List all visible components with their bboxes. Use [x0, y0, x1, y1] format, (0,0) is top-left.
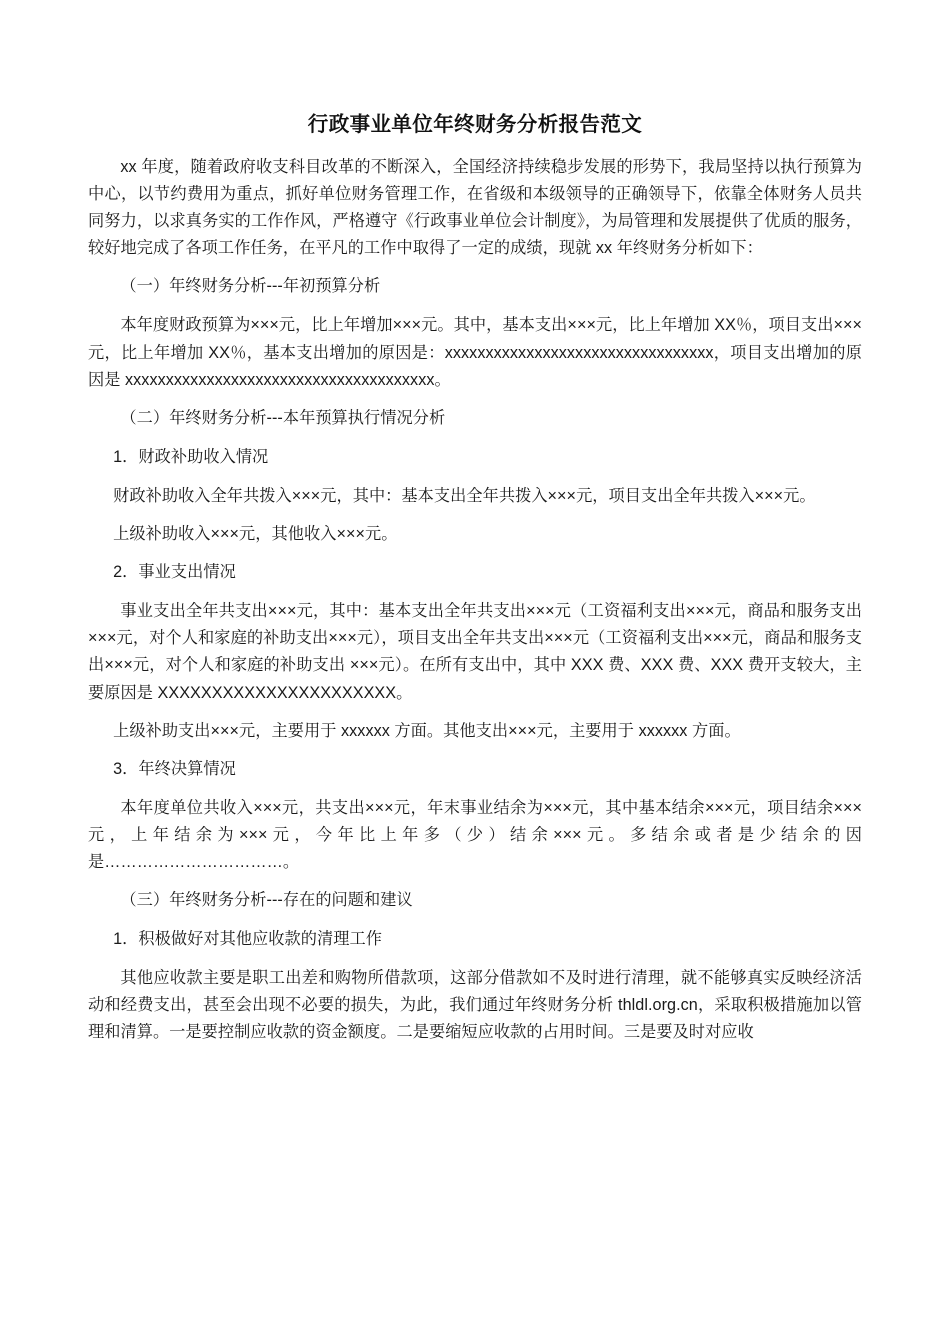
page-title: 行政事业单位年终财务分析报告范文	[307, 113, 643, 136]
item-heading-2-3: 3．年终决算情况	[113, 759, 236, 778]
paragraph-2-1-a: 财政补助收入全年共拨入×××元，其中：基本支出全年共拨入×××元，项目支出全年共拨入×××元。	[113, 486, 816, 505]
item-heading-3-1: 1．积极做好对其他应收款的清理工作	[113, 930, 382, 949]
paragraph-intro: xx 年度，随着政府收支科目改革的不断深入，全国经济持续稳步发展的形势下，我局坚持以执行预算为中心，以节约费用为重点，抓好单位财务管理工作，在省级和本级领导的正确领导下，依靠全体财务人员共同努力，以求真务实的工作作风，严格遵守《行政事业单位会计制度》，为局管理和发展提供了优质的服务，较好地完成了各项工作任务，在平凡的工作中取得了一定的成绩，现就 xx 年终财务分析如下：	[88, 158, 862, 258]
paragraph-3-1-body: 其他应收款主要是职工出差和购物所借款项，这部分借款如不及时进行清理，就不能够真实反映经济活动和经费支出，甚至会出现不必要的损失，为此，我们通过年终财务分析 thldl.org.cn，采取积极措施加以管理和清算。一是要控制应收款的资金额度。二是要缩短应收款的占用时间。三是要及时对应收	[88, 969, 862, 1042]
item-heading-2-1: 1．财政补助收入情况	[113, 447, 269, 466]
paragraph-2-2-b: 上级补助支出×××元，主要用于 xxxxxx 方面。其他支出×××元，主要用于 xxxxxx 方面。	[113, 721, 741, 740]
paragraph-2-3-body: 本年度单位共收入×××元，共支出×××元，年末事业结余为×××元，其中基本结余×××元，项目结余×××元，上年结余为×××元，今年比上年多（少）结余×××元。多结余或者是少结余的因是……………………………。	[88, 798, 862, 871]
document-content	[88, 110, 862, 1058]
paragraph-2-2-a: 事业支出全年共支出×××元，其中：基本支出全年共支出×××元（工资福利支出×××元，商品和服务支出×××元，对个人和家庭的补助支出×××元），项目支出全年共支出×××元（工资福利支出×××元，商品和服务支出×××元，对个人和家庭的补助支出 ×××元）。在所有支出中，其中 XXX 费、XXX 费、XXX 费开支较大，主要原因是 XXXXXXXXXXXXXXXXXXXXXX。	[88, 602, 862, 702]
item-heading-2-2: 2．事业支出情况	[113, 563, 236, 582]
paragraph-section-1-body: 本年度财政预算为×××元，比上年增加×××元。其中，基本支出×××元，比上年增加 XX％，项目支出×××元，比上年增加 XX％，基本支出增加的原因是：xxxxxxxxxxxxxxxxxxxxxxxxxxxxxxxxx，项目支出增加的原因是 xxxxxxxxxxxxxxxxxxxxxxxxxxxxxxxxxxxxxx。	[88, 316, 862, 389]
section-heading-3: （三）年终财务分析---存在的问题和建议	[120, 891, 413, 910]
paragraph-2-1-b: 上级补助收入×××元，其他收入×××元。	[113, 525, 398, 544]
section-heading-1: （一）年终财务分析---年初预算分析	[120, 277, 381, 296]
section-heading-2: （二）年终财务分析---本年预算执行情况分析	[120, 408, 446, 427]
